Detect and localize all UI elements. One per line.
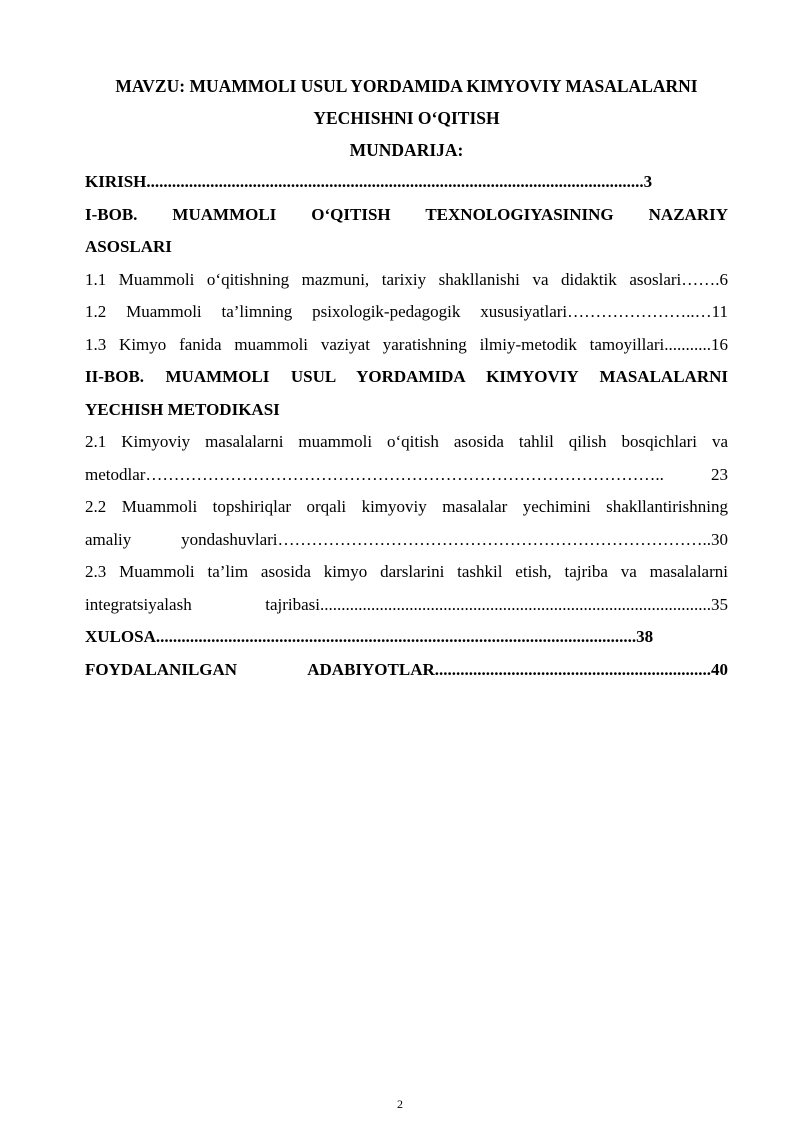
title-line-2: YECHISHNI O‘QITISH xyxy=(313,108,500,128)
toc-entry-line: FOYDALANILGAN ADABIYOTLAR.................................................................40 xyxy=(85,659,728,679)
document-title xyxy=(85,70,728,134)
toc-entry-line: KIRISH.....................................................................................................................3 xyxy=(85,172,653,191)
toc-entry-line: I-BOB. MUAMMOLI O‘QITISH TEXNOLOGIYASINING NAZARIY xyxy=(85,204,728,224)
toc-entry-chapter-1[interactable] xyxy=(85,199,728,264)
toc-entry-kirish[interactable] xyxy=(85,166,728,199)
toc-entry-line: II-BOB. MUAMMOLI USUL YORDAMIDA KIMYOVIY MASALALARNI xyxy=(85,367,728,386)
toc-entry-2-2[interactable] xyxy=(85,491,728,556)
toc-entry-line: XULOSA.................................................................................................................38 xyxy=(85,627,654,646)
page-number: 2 xyxy=(397,1097,403,1111)
toc-entry-2-1[interactable] xyxy=(85,426,728,491)
toc-entry-1-1[interactable] xyxy=(85,264,728,297)
toc-entry-line: integratsiyalash tajribasi............................................................................................35 xyxy=(85,594,728,614)
toc-heading: MUNDARIJA: xyxy=(349,140,464,160)
document-page xyxy=(85,70,728,686)
toc-entry-line: 1.3 Kimyo fanida muammoli vaziyat yaratishning ilmiy-metodik tamoyillari...........16 xyxy=(85,334,728,354)
toc-entry-line: 2.3 Muammoli ta’lim asosida kimyo darslarini tashkil etish, tajriba va masalalarni xyxy=(85,562,728,581)
toc-entry-line: 2.1 Kimyoviy masalalarni muammoli o‘qitish asosida tahlil qilish bosqichlari va xyxy=(85,432,728,451)
title-line-1: MAVZU: MUAMMOLI USUL YORDAMIDA KIMYOVIY MASALALARNI xyxy=(115,76,698,96)
toc-entry-line: YECHISH METODIKASI xyxy=(85,399,280,419)
toc-entry-line: metodlar……………………………………………………………………………….. 23 xyxy=(85,464,728,484)
toc-entry-line: 1.1 Muammoli o‘qitishning mazmuni, tarixiy shakllanishi va didaktik asoslari…….6 xyxy=(85,269,728,289)
table-of-contents xyxy=(85,166,728,686)
toc-entry-1-3[interactable] xyxy=(85,329,728,362)
toc-entry-line: amaliy yondashuvlari…………………………………………………………………..30 xyxy=(85,529,728,549)
toc-entry-adabiyotlar[interactable] xyxy=(85,654,728,687)
toc-entry-chapter-2[interactable] xyxy=(85,361,728,426)
toc-entry-line: ASOSLARI xyxy=(85,237,172,256)
toc-entry-line: 2.2 Muammoli topshiriqlar orqali kimyoviy masalalar yechimini shakllantirishning xyxy=(85,497,728,516)
toc-entry-2-3[interactable] xyxy=(85,556,728,621)
toc-entry-1-2[interactable] xyxy=(85,296,728,329)
toc-entry-xulosa[interactable] xyxy=(85,621,728,654)
toc-entry-line: 1.2 Muammoli ta’limning psixologik-pedagogik xususiyatlari…………………..…11 xyxy=(85,302,728,321)
